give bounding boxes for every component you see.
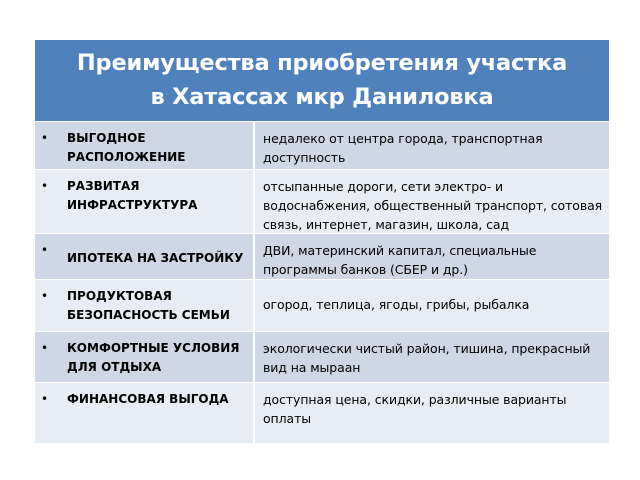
table-header <box>35 40 609 121</box>
benefit-label: КОМФОРТНЫЕ УСЛОВИЯ ДЛЯ ОТДЫХА <box>67 341 240 374</box>
table-row <box>35 331 609 382</box>
benefit-description: отсыпанные дороги, сети электро- и водоснабжения, общественный транспорт, сотовая связь, интернет, магазин, школа, сад <box>263 179 603 232</box>
table-row <box>35 121 609 169</box>
benefit-label: РАЗВИТАЯ ИНФРАСТРУКТУРА <box>67 179 198 212</box>
bullet-icon: • <box>41 179 49 193</box>
table-row <box>35 233 609 279</box>
benefit-description: экологически чистый район, тишина, прекрасный вид на мыраан <box>263 341 591 375</box>
benefit-label: ПРОДУКТОВАЯ БЕЗОПАСНОСТЬ СЕМЬИ <box>67 289 230 322</box>
benefit-label-cell <box>35 280 255 331</box>
benefit-label-cell <box>35 170 255 233</box>
table-row <box>35 279 609 331</box>
benefit-label-cell <box>35 383 255 443</box>
benefit-label: ФИНАНСОВАЯ ВЫГОДА <box>67 392 229 406</box>
benefit-description: доступная цена, скидки, различные варианты оплаты <box>263 392 567 426</box>
benefit-label: ВЫГОДНОЕ РАСПОЛОЖЕНИЕ <box>67 131 186 164</box>
benefit-label: ИПОТЕКА НА ЗАСТРОЙКУ <box>67 251 244 265</box>
table-row <box>35 169 609 233</box>
benefits-table <box>35 40 609 443</box>
benefit-label-cell <box>35 234 255 279</box>
benefit-description-cell <box>255 234 609 279</box>
bullet-icon: • <box>41 341 49 355</box>
bullet-icon: • <box>41 392 49 406</box>
title-line-2: в Хатассах мкр Даниловка <box>150 83 494 110</box>
bullet-icon: • <box>41 243 49 257</box>
benefit-description-cell <box>255 332 609 382</box>
benefit-description: огород, теплица, ягоды, грибы, рыбалка <box>263 297 530 312</box>
benefit-description: недалеко от центра города, транспортная доступность <box>263 131 543 165</box>
benefit-description-cell <box>255 280 609 331</box>
benefit-description-cell <box>255 170 609 233</box>
benefit-label-cell <box>35 332 255 382</box>
table-row <box>35 382 609 443</box>
title-line-1: Преимущества приобретения участка <box>76 49 568 76</box>
benefit-description-cell <box>255 383 609 443</box>
bullet-icon: • <box>41 289 49 303</box>
bullet-icon: • <box>41 131 49 145</box>
page-title <box>77 47 567 115</box>
benefit-description-cell <box>255 122 609 169</box>
benefit-description: ДВИ, материнский капитал, специальные программы банков (СБЕР и др.) <box>263 243 537 277</box>
benefit-label-cell <box>35 122 255 169</box>
